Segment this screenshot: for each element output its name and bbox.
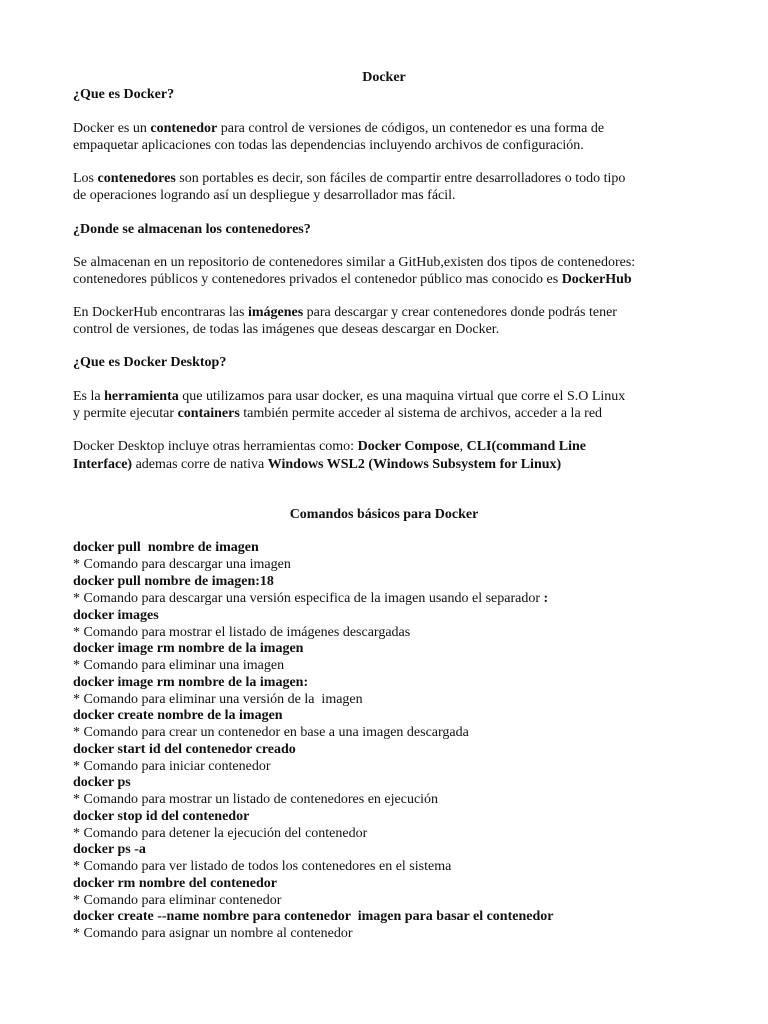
paragraph-5-line-1: Es la herramienta que utilizamos para usar docker, es una maquina virtual que corre el S.O Linux <box>73 389 626 404</box>
command-description: * Comando para iniciar contenedor <box>73 759 271 774</box>
command-description: * Comando para crear un contenedor en base a una imagen descargada <box>73 725 469 740</box>
command-description: * Comando para eliminar una imagen <box>73 658 285 673</box>
command-name: docker ps -a <box>73 842 146 857</box>
command-description: * Comando para eliminar una versión de la imagen <box>73 692 363 707</box>
command-name: docker start id del contenedor creado <box>73 742 296 757</box>
heading-que-es-docker-desktop: ¿Que es Docker Desktop? <box>73 355 227 370</box>
heading-que-es-docker: ¿Que es Docker? <box>73 87 175 102</box>
command-description: * Comando para mostrar un listado de contenedores en ejecución <box>73 792 439 807</box>
heading-donde-se-almacenan: ¿Donde se almacenan los contenedores? <box>73 222 311 237</box>
paragraph-2-line-2: de operaciones logrando así un despliegue y desarrollador mas fácil. <box>73 188 456 203</box>
paragraph-6-line-2: Interface) ademas corre de nativa Windows WSL2 (Windows Subsystem for Linux) <box>73 457 562 472</box>
command-description: * Comando para descargar una versión especifica de la imagen usando el separador : <box>73 591 549 606</box>
command-name: docker rm nombre del contenedor <box>73 876 278 891</box>
command-name: docker image rm nombre de la imagen: <box>73 675 309 690</box>
paragraph-3-line-1: Se almacenan en un repositorio de contenedores similar a GitHub,existen dos tipos de contenedores: <box>73 255 636 270</box>
command-name: docker ps <box>73 775 131 790</box>
paragraph-1-line-2: empaquetar aplicaciones con todas las dependencias incluyendo archivos de configuración. <box>73 138 584 153</box>
heading-comandos-basicos: Comandos básicos para Docker <box>289 507 479 522</box>
command-name: docker pull nombre de imagen <box>73 540 259 555</box>
command-name: docker images <box>73 608 159 623</box>
command-name: docker pull nombre de imagen:18 <box>73 574 274 589</box>
paragraph-1-line-1: Docker es un contenedor para control de versiones de códigos, un contenedor es una forma de <box>73 121 605 136</box>
command-name: docker stop id del contenedor <box>73 809 250 824</box>
paragraph-4-line-2: control de versiones, de todas las imágenes que deseas descargar en Docker. <box>73 322 500 337</box>
command-description: * Comando para eliminar contenedor <box>73 893 282 908</box>
paragraph-3-line-2: contenedores públicos y contenedores privados el contenedor público mas conocido es DockerHub <box>73 272 632 287</box>
command-description: * Comando para asignar un nombre al contenedor <box>73 926 353 941</box>
command-name: docker create --name nombre para contenedor imagen para basar el contenedor <box>73 909 554 924</box>
command-description: * Comando para descargar una imagen <box>73 557 291 572</box>
command-name: docker image rm nombre de la imagen <box>73 641 304 656</box>
paragraph-6-line-1: Docker Desktop incluye otras herramientas como: Docker Compose, CLI(command Line <box>73 439 586 454</box>
command-description: * Comando para detener la ejecución del contenedor <box>73 826 368 841</box>
paragraph-2-line-1: Los contenedores son portables es decir, son fáciles de compartir entre desarrolladores o todo tipo <box>73 171 626 186</box>
command-name: docker create nombre de la imagen <box>73 708 283 723</box>
paragraph-5-line-2: y permite ejecutar containers también permite acceder al sistema de archivos, acceder a la red <box>73 406 603 421</box>
command-description: * Comando para mostrar el listado de imágenes descargadas <box>73 625 411 640</box>
paragraph-4-line-1: En DockerHub encontraras las imágenes para descargar y crear contenedores donde podrás tener <box>73 305 617 320</box>
document-title: Docker <box>362 70 406 85</box>
command-description: * Comando para ver listado de todos los contenedores en el sistema <box>73 859 452 874</box>
